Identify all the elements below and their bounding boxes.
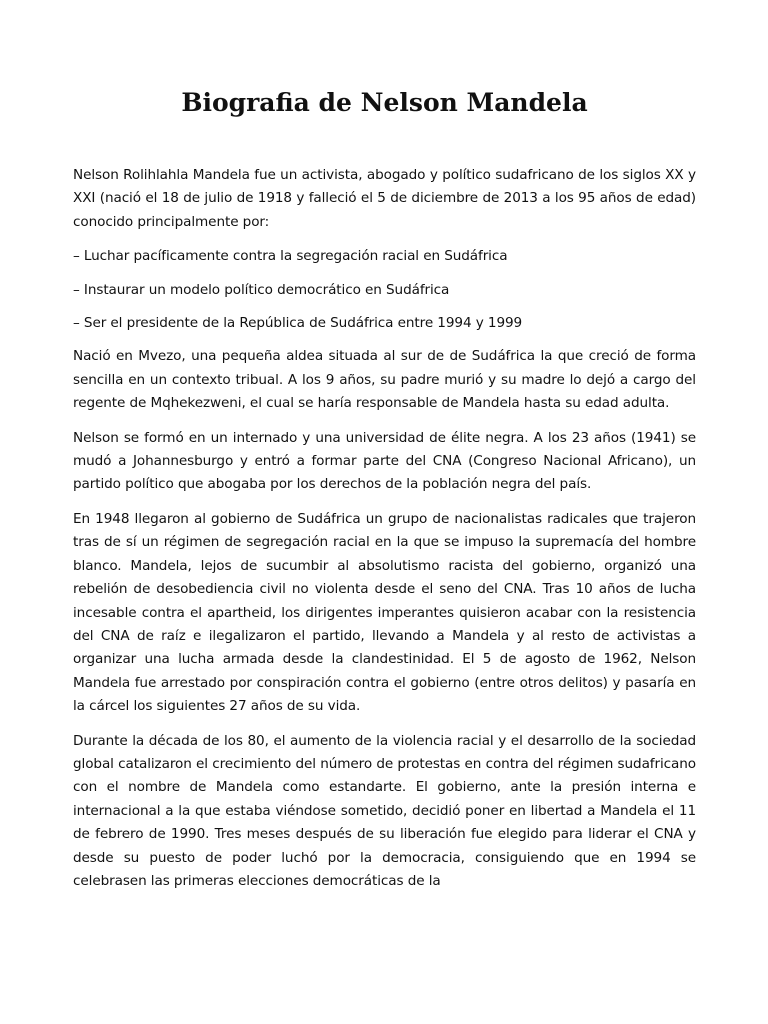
body-paragraph: Nelson se formó en un internado y una universidad de élite negra. A los 23 años (1941) se mudó a Johannesburgo y entró a formar parte del CNA (Congreso Nacional Africano), un partido político que abogaba por los derechos de la población negra del país. [73, 429, 696, 493]
document-title: Biografia de Nelson Mandela [181, 88, 588, 117]
intro-paragraph: Nelson Rolihlahla Mandela fue un activista, abogado y político sudafricano de los siglos XX y XXI (nació el 18 de julio de 1918 y falleció el 5 de diciembre de 2013 a los 95 años de edad) conocido principalmente por: [73, 167, 696, 230]
bullet-item: – Instaurar un modelo político democrático en Sudáfrica [73, 281, 450, 298]
bullet-item: – Ser el presidente de la República de Sudáfrica entre 1994 y 1999 [73, 315, 523, 332]
body-paragraph: Durante la década de los 80, el aumento de la violencia racial y el desarrollo de la sociedad global catalizaron el crecimiento del número de protestas en contra del régimen sudafricano con el nombre de Mandela como estandarte. El gobierno, ante la presión interna e internacional a la que estaba viéndose sometido, decidió poner en libertad a Mandela el 11 de febrero de 1990. Tres meses después de su liberación fue elegido para liderar el CNA y desde su puesto de poder luchó por la democracia, consiguiendo que en 1994 se celebrasen las primeras elecciones democráticas de la [73, 732, 696, 889]
body-paragraph: Nació en Mvezo, una pequeña aldea situada al sur de de Sudáfrica la que creció de forma sencilla en un contexto tribual. A los 9 años, su padre murió y su madre lo dejó a cargo del regente de Mqhekezweni, el cual se haría responsable de Mandela hasta su edad adulta. [73, 348, 696, 412]
bullet-item: – Luchar pacíficamente contra la segregación racial en Sudáfrica [73, 248, 508, 265]
body-paragraph: En 1948 llegaron al gobierno de Sudáfrica un grupo de nacionalistas radicales que trajeron tras de sí un régimen de segregación racial en la que se impuso la supremacía del hombre blanco. Mandela, lejos de sucumbir al absolutismo racista del gobierno, organizó una rebelión de desobediencia civil no violenta desde el seno del CNA. Tras 10 años de lucha incesable contra el apartheid, los dirigentes imperantes quisieron acabar con la resistencia del CNA de raíz e ilegalizaron el partido, llevando a Mandela y al resto de activistas a organizar una lucha armada desde la clandestinidad. El 5 de agosto de 1962, Nelson Mandela fue arrestado por conspiración contra el gobierno (entre otros delitos) y pasaría en la cárcel los siguientes 27 años de su vida. [73, 510, 696, 715]
